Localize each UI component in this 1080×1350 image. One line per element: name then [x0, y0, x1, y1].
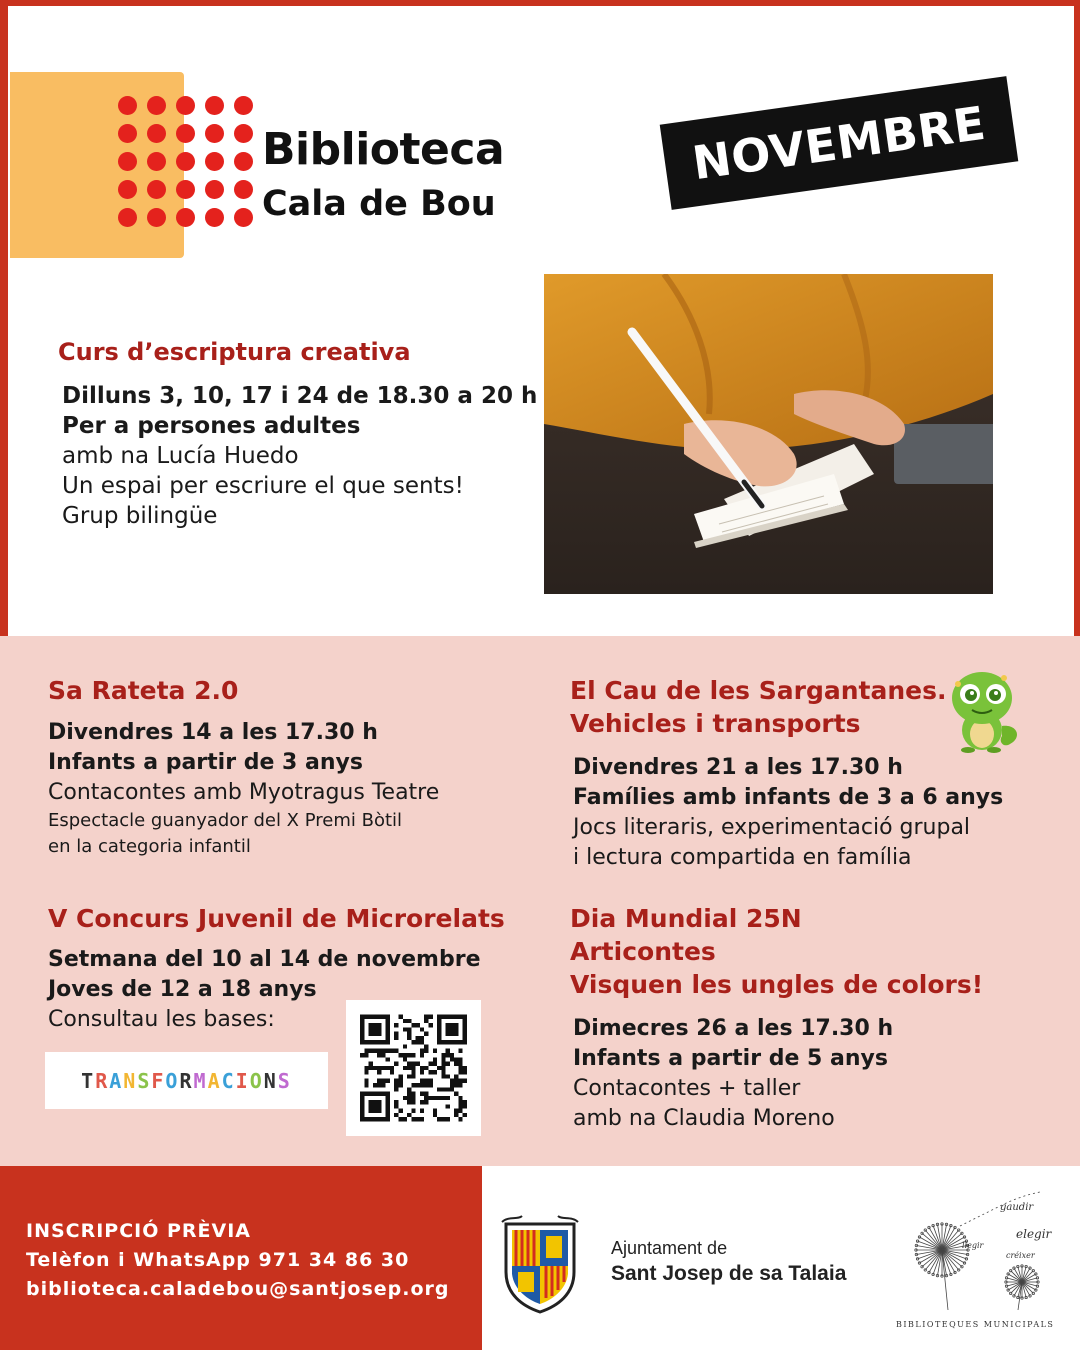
logo-dot	[176, 152, 195, 171]
course-language: Grup bilingüe	[62, 503, 218, 529]
event-rateta-details	[48, 718, 439, 860]
event-dia-description: Contacontes + taller	[573, 1076, 801, 1101]
event-cau-details	[573, 753, 1003, 873]
logo-dot	[147, 124, 166, 143]
dandelion-logo-icon	[900, 1186, 1060, 1312]
logo-dot	[118, 124, 137, 143]
event-concurs-title: V Concurs Juvenil de Microrelats	[48, 904, 505, 933]
transformacions-letter: S	[137, 1068, 152, 1093]
town-crest-icon	[498, 1214, 582, 1314]
logo-dot	[234, 208, 253, 227]
logo-dot	[118, 96, 137, 115]
event-dia-title-line1: Dia Mundial 25N	[570, 904, 802, 933]
event-dia-audience: Infants a partir de 5 anys	[573, 1046, 888, 1071]
event-dia-date: Dimecres 26 a les 17.30 h	[573, 1016, 894, 1041]
transformacions-letter: A	[207, 1068, 222, 1093]
logo-dot	[118, 152, 137, 171]
left-frame-border	[0, 0, 8, 640]
logo-dot	[205, 152, 224, 171]
logo-dot	[234, 124, 253, 143]
logo-title-cala-de-bou: Cala de Bou	[262, 184, 496, 224]
top-frame-border	[0, 0, 1080, 6]
logo-dot	[234, 180, 253, 199]
event-dia-instructor: amb na Claudia Moreno	[573, 1106, 835, 1131]
transformacions-letter: I	[235, 1068, 250, 1093]
logo-dot	[205, 124, 224, 143]
logo-dot	[176, 180, 195, 199]
logo-dot	[176, 208, 195, 227]
footer-email-link[interactable]: biblioteca.caladebou@santjosep.org	[26, 1278, 450, 1300]
transformacions-letter: M	[193, 1068, 208, 1093]
library-logo-dots-icon	[118, 96, 268, 246]
bibliomun-word-llegir: llegir	[962, 1241, 984, 1250]
bibliomun-word-creixer: créixer	[1006, 1251, 1035, 1260]
logo-dot	[176, 124, 195, 143]
logo-dot	[234, 96, 253, 115]
logo-dot	[205, 180, 224, 199]
transformacions-logo	[45, 1052, 328, 1109]
course-audience: Per a persones adultes	[62, 413, 361, 439]
course-title: Curs d’escriptura creativa	[58, 338, 411, 366]
logo-dot	[147, 152, 166, 171]
logo-dot	[118, 208, 137, 227]
transformacions-letter: O	[165, 1068, 180, 1093]
biblioteques-municipals-label: BIBLIOTEQUES MUNICIPALS	[896, 1320, 1055, 1329]
event-rateta-award: Espectacle guanyador del X Premi Bòtil	[48, 810, 403, 831]
event-dia-title-line3: Visquen les ungles de colors!	[570, 970, 984, 999]
transformacions-letter: R	[179, 1068, 194, 1093]
writing-hand-photo	[544, 274, 993, 594]
event-cau-audience: Famílies amb infants de 3 a 6 anys	[573, 785, 1004, 810]
bibliomun-word-elegir: elegir	[1016, 1227, 1052, 1241]
right-frame-border	[1074, 0, 1080, 640]
transformacions-letter: R	[95, 1068, 110, 1093]
writing-photo-illustration	[544, 274, 993, 594]
bibliomun-word-gaudir: gaudir	[1000, 1202, 1034, 1213]
event-cau-title	[570, 674, 946, 740]
lizard-mascot-icon	[944, 664, 1024, 754]
qr-code[interactable]	[346, 1000, 481, 1136]
footer-phone[interactable]: Telèfon i WhatsApp 971 34 86 30	[26, 1249, 410, 1271]
ajuntament-name: Sant Josep de sa Talaia	[611, 1262, 847, 1285]
qr-code-image	[360, 1014, 467, 1122]
logo-dot	[147, 208, 166, 227]
event-dia-title-line2: Articontes	[570, 937, 716, 966]
event-cau-title-line1: El Cau de les Sargantanes.	[570, 676, 947, 705]
course-tagline: Un espai per escriure el que sents!	[62, 473, 464, 499]
event-cau-date: Divendres 21 a les 17.30 h	[573, 755, 903, 780]
footer-registration-heading: INSCRIPCIÓ PRÈVIA	[26, 1220, 252, 1242]
logo-dot	[176, 96, 195, 115]
logo-dot	[147, 180, 166, 199]
event-dia-details	[573, 1014, 893, 1134]
event-rateta-description: Contacontes amb Myotragus Teatre	[48, 780, 440, 805]
month-banner	[660, 76, 1019, 210]
event-rateta-audience: Infants a partir de 3 anys	[48, 750, 363, 775]
event-rateta-title: Sa Rateta 2.0	[48, 676, 239, 705]
course-instructor: amb na Lucía Huedo	[62, 443, 299, 469]
logo-dot	[205, 96, 224, 115]
logo-dot	[147, 96, 166, 115]
logo-dot	[205, 208, 224, 227]
event-rateta-date: Divendres 14 a les 17.30 h	[48, 720, 378, 745]
event-rateta-award-category: en la categoria infantil	[48, 836, 251, 857]
transformacions-letter: F	[151, 1068, 166, 1093]
transformacions-letter: S	[277, 1068, 292, 1093]
transformacions-letter: T	[81, 1068, 96, 1093]
event-cau-title-line2: Vehicles i transports	[570, 709, 861, 738]
logo-dot	[234, 152, 253, 171]
transformacions-letter: N	[263, 1068, 278, 1093]
transformacions-letter: O	[249, 1068, 264, 1093]
ajuntament-label: Ajuntament de	[611, 1238, 728, 1258]
logo-dot	[118, 180, 137, 199]
transformacions-letter: A	[109, 1068, 124, 1093]
course-details	[62, 381, 537, 531]
event-cau-description-2: i lectura compartida en família	[573, 845, 912, 870]
course-schedule: Dilluns 3, 10, 17 i 24 de 18.30 a 20 h	[62, 383, 538, 409]
event-concurs-bases-label: Consultau les bases:	[48, 1007, 275, 1032]
transformacions-letter: C	[221, 1068, 236, 1093]
month-label: NOVEMBRE	[689, 95, 989, 191]
logo-title-biblioteca: Biblioteca	[262, 124, 505, 175]
event-concurs-dates: Setmana del 10 al 14 de novembre	[48, 947, 481, 972]
event-concurs-audience: Joves de 12 a 18 anys	[48, 977, 317, 1002]
event-cau-description-1: Jocs literaris, experimentació grupal	[573, 815, 971, 840]
transformacions-letter: N	[123, 1068, 138, 1093]
event-dia-title	[570, 902, 983, 1001]
